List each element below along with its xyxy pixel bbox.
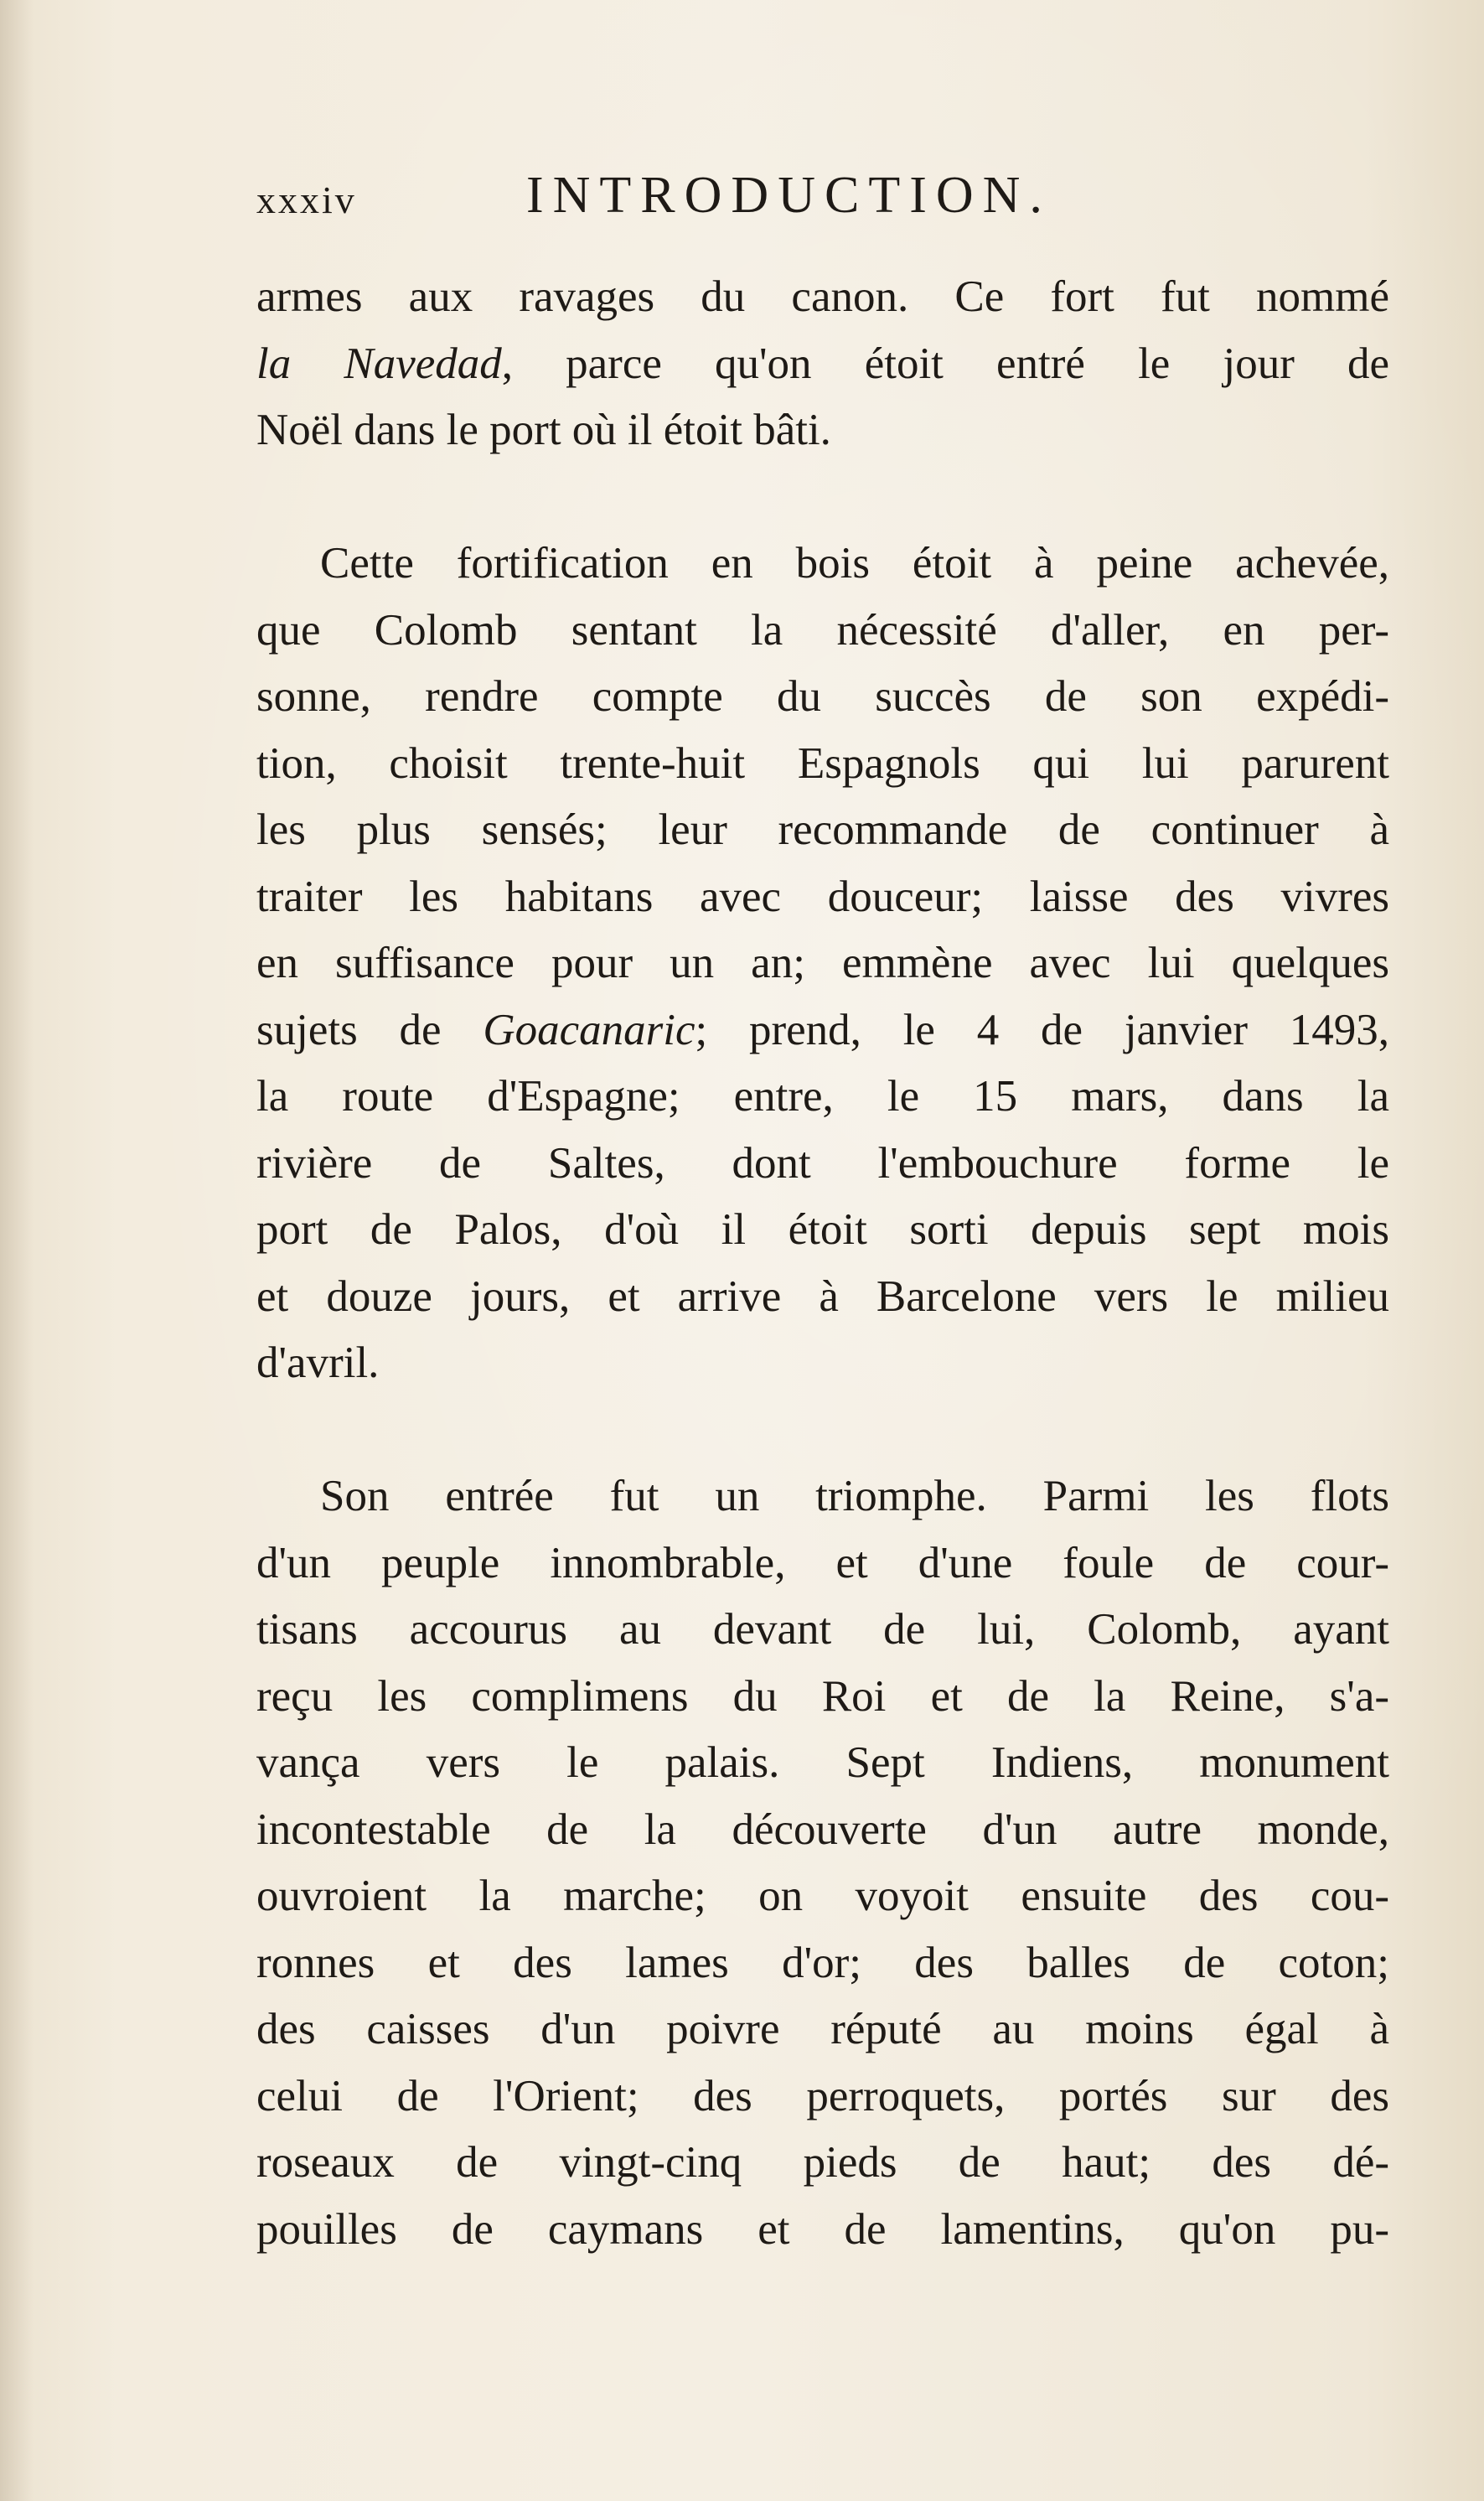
text-line: pouilles de caymans et de lamentins, qu'on pu- xyxy=(256,2204,1389,2254)
text-line: sujets de Goacanaric; prend, le 4 de janvier 1493, xyxy=(256,1005,1389,1054)
text-line: celui de l'Orient; des perroquets, portés sur des xyxy=(256,2071,1389,2120)
text-line: reçu les complimens du Roi et de la Reine, s'a- xyxy=(256,1671,1389,1721)
text-line: roseaux de vingt-cinq pieds de haut; des dé- xyxy=(256,2138,1389,2187)
text-line: ronnes et des lames d'or; des balles de coton; xyxy=(256,1938,1389,1987)
italic-person-name: Goacanaric xyxy=(483,1005,695,1054)
text-line: sonne, rendre compte du succès de son expédi- xyxy=(256,672,1389,721)
text-line: Son entrée fut un triomphe. Parmi les flots xyxy=(320,1472,1389,1520)
text-line: traiter les habitans avec douceur; laisse des vivres xyxy=(256,872,1389,921)
italic-place-name: la Navedad xyxy=(256,339,502,388)
text-line: port de Palos, d'où il étoit sorti depuis sept mois xyxy=(256,1205,1389,1254)
text-line: ouvroient la marche; on voyoit ensuite des cou- xyxy=(256,1872,1389,1920)
text-line: incontestable de la découverte d'un autre monde, xyxy=(256,1805,1389,1854)
text-line: Cette fortification en bois étoit à peine achevée, xyxy=(320,539,1389,588)
paragraph xyxy=(256,531,1389,1397)
running-head xyxy=(256,166,1178,233)
body-text xyxy=(256,264,1389,2263)
text-line: d'avril. xyxy=(256,1339,380,1387)
paragraph xyxy=(256,1463,1389,2263)
text-line: la route d'Espagne; entre, le 15 mars, dans la xyxy=(256,1072,1389,1121)
paragraph xyxy=(256,264,1389,464)
text-line: des caisses d'un poivre réputé au moins égal à xyxy=(256,2005,1389,2053)
paragraph-gap xyxy=(256,1397,1389,1464)
page-gutter-shadow xyxy=(0,0,34,2501)
text-line: tisans accourus au devant de lui, Colomb, ayant xyxy=(256,1605,1389,1654)
text-line: rivière de Saltes, dont l'embouchure forme le xyxy=(256,1138,1389,1188)
text-line: vança vers le palais. Sept Indiens, monument xyxy=(256,1738,1389,1787)
running-title: INTRODUCTION. xyxy=(526,167,1052,224)
text-line: la Navedad, parce qu'on étoit entré le jour de xyxy=(256,339,1389,388)
text-line: armes aux ravages du canon. Ce fort fut nommé xyxy=(256,272,1389,321)
text-line: que Colomb sentant la nécessité d'aller, en per- xyxy=(256,605,1389,655)
text-line: Noël dans le port où il étoit bâti. xyxy=(256,406,831,454)
text-line: en suffisance pour un an; emmène avec lui quelques xyxy=(256,939,1389,987)
page-number: xxxiv xyxy=(256,179,357,221)
text-line: les plus sensés; leur recommande de continuer à xyxy=(256,805,1389,854)
paragraph-gap xyxy=(256,464,1389,531)
text-line: et douze jours, et arrive à Barcelone vers le milieu xyxy=(256,1271,1389,1321)
text-line: d'un peuple innombrable, et d'une foule de cour- xyxy=(256,1538,1389,1587)
text-line: tion, choisit trente-huit Espagnols qui lui parurent xyxy=(256,738,1389,788)
